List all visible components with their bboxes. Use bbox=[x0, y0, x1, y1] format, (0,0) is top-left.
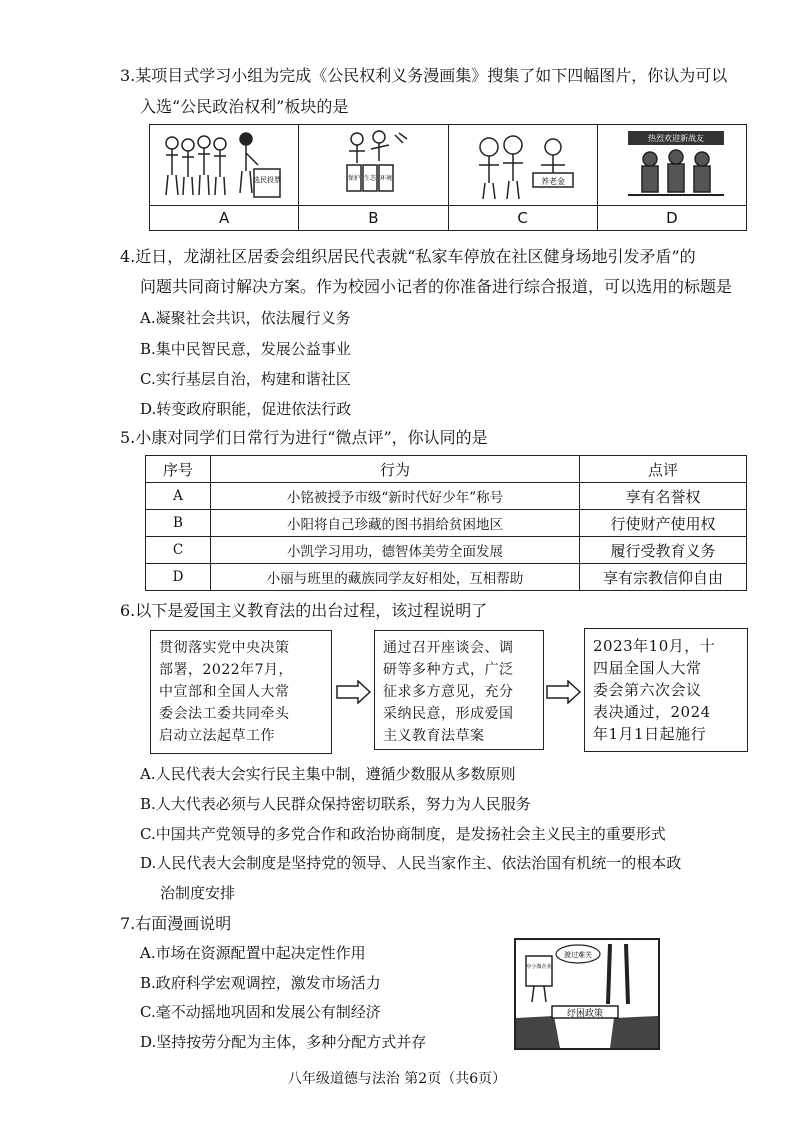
row-a-no: A bbox=[146, 483, 211, 510]
box3-line: 2023年10月，十 bbox=[593, 637, 716, 655]
table-row bbox=[146, 483, 747, 510]
box1-line: 中宣部和全国人大常 bbox=[159, 684, 290, 700]
q4-stem-line1: 4.近日，龙湖社区居委会组织居民代表就“私家车停放在社区健身场地引发矛盾”的 bbox=[120, 247, 696, 266]
q3-picture-d bbox=[597, 125, 746, 206]
q7-option-a: A.市场在资源配置中起决定性作用 bbox=[140, 944, 366, 962]
row-c-comment: 履行受教育义务 bbox=[580, 537, 747, 564]
q7-option-d: D.坚持按劳分配为主体，多种分配方式并存 bbox=[140, 1033, 427, 1051]
row-c-no: C bbox=[146, 537, 211, 564]
q3-picture-table bbox=[149, 124, 747, 231]
q7-option-b: B.政府科学宏观调控，激发市场活力 bbox=[140, 974, 381, 992]
table-row bbox=[146, 537, 747, 564]
q4-stem-line2: 问题共同商讨解决方案。作为校园小记者的你准备进行综合报道，可以选用的标题是 bbox=[140, 277, 733, 296]
q6-flow-box-1 bbox=[150, 630, 332, 754]
q3-picture-a bbox=[150, 125, 299, 206]
row-b-comment: 行使财产使用权 bbox=[580, 510, 747, 537]
row-c-behavior: 小凯学习用功，德智体美劳全面发展 bbox=[211, 537, 580, 564]
q3-picture-c bbox=[448, 125, 597, 206]
q6-option-c: C.中国共产党领导的多党合作和政治协商制度，是发扬社会主义民主的重要形式 bbox=[140, 825, 666, 843]
table-row bbox=[146, 510, 747, 537]
row-b-no: B bbox=[146, 510, 211, 537]
box3-line: 表决通过，2024 bbox=[593, 703, 711, 721]
box1-line: 启动立法起草工作 bbox=[159, 728, 275, 744]
box2-line: 采纳民意，形成爱国 bbox=[383, 706, 514, 722]
q6-flow-box-2 bbox=[374, 630, 544, 750]
row-d-no: D bbox=[146, 564, 211, 591]
sign-1: 保护 bbox=[348, 175, 361, 182]
box2-line: 主义教育法草案 bbox=[383, 728, 485, 744]
q4-option-c: C.实行基层自治，构建和谐社区 bbox=[140, 370, 351, 388]
q5-stem: 5.小康对同学们日常行为进行“微点评”，你认同的是 bbox=[120, 428, 488, 447]
q6-option-a: A.人民代表大会实行民主集中制，遵循少数服从多数原则 bbox=[140, 765, 516, 783]
box1-line: 委会法工委共同牵头 bbox=[159, 706, 290, 722]
sign-3: 环境 bbox=[380, 175, 393, 182]
q3-stem-line1: 3.某项目式学习小组为完成《公民权利义务漫画集》搜集了如下四幅图片，你认为可以 bbox=[120, 66, 728, 85]
row-a-comment: 享有名誉权 bbox=[580, 483, 747, 510]
q4-option-d: D.转变政府职能，促进依法行政 bbox=[140, 400, 352, 418]
box2-line: 通过召开座谈会、调 bbox=[383, 640, 514, 656]
row-b-behavior: 小阳将自己珍藏的图书捐给贫困地区 bbox=[211, 510, 580, 537]
page-footer: 八年级道德与法治 第2页（共6页） bbox=[287, 1071, 507, 1087]
q3-label-c: C bbox=[448, 206, 597, 231]
q5-header-comment: 点评 bbox=[580, 456, 747, 483]
bubble-text: 渡过难关 bbox=[564, 951, 592, 959]
q3-label-d: D bbox=[597, 206, 746, 231]
row-a-behavior: 小铭被授予市级“新时代好少年”称号 bbox=[211, 483, 580, 510]
q3-stem-line2: 入选“公民政治权利”板块的是 bbox=[140, 97, 349, 116]
q3-label-b: B bbox=[299, 206, 448, 231]
row-d-comment: 享有宗教信仰自由 bbox=[580, 564, 747, 591]
flow-arrow-icon bbox=[336, 680, 372, 704]
row-d-behavior: 小丽与班里的藏族同学友好相处，互相帮助 bbox=[211, 564, 580, 591]
q6-stem: 6.以下是爱国主义教育法的出台过程，该过程说明了 bbox=[120, 601, 488, 620]
ballot-box-text: 选民投票 bbox=[253, 176, 281, 184]
q7-stem: 7.右面漫画说明 bbox=[120, 914, 232, 933]
sign-2: 生态 bbox=[364, 175, 377, 182]
q5-table bbox=[145, 455, 747, 591]
box1-line: 部署，2022年7月， bbox=[159, 662, 294, 678]
pension-sign: 养老金 bbox=[540, 177, 565, 186]
box3-line: 委会第六次会议 bbox=[593, 681, 702, 699]
q5-header-no: 序号 bbox=[146, 456, 211, 483]
board-text: 纾困政策 bbox=[566, 1009, 604, 1019]
q6-option-b: B.人大代表必须与人民群众保持密切联系，努力为人民服务 bbox=[140, 795, 531, 813]
q4-option-a: A.凝聚社会共识，依法履行义务 bbox=[140, 309, 351, 327]
q6-flow-box-3 bbox=[584, 628, 748, 752]
box-text: 中小微企业 bbox=[526, 964, 552, 970]
welcome-banner: 热烈欢迎新战友 bbox=[647, 134, 704, 143]
q6-option-d-line1: D.人民代表大会制度是坚持党的领导、人民当家作主、依法治国有机统一的根本政 bbox=[140, 854, 682, 872]
q3-picture-b bbox=[299, 125, 448, 206]
q7-cartoon bbox=[514, 938, 660, 1050]
q5-header-behavior: 行为 bbox=[211, 456, 580, 483]
table-row bbox=[146, 564, 747, 591]
box3-line: 年1月1日起施行 bbox=[593, 725, 707, 743]
q7-option-c: C.毫不动摇地巩固和发展公有制经济 bbox=[140, 1003, 381, 1021]
box2-line: 征求多方意见，充分 bbox=[383, 684, 514, 700]
box3-line: 四届全国人大常 bbox=[593, 659, 702, 677]
box2-line: 研等多种方式，广泛 bbox=[383, 662, 514, 678]
flow-arrow-icon bbox=[546, 680, 582, 704]
q3-label-a: A bbox=[150, 206, 299, 231]
q6-option-d-line2: 治制度安排 bbox=[160, 884, 236, 902]
box1-line: 贯彻落实党中央决策 bbox=[159, 640, 290, 656]
q4-option-b: B.集中民智民意，发展公益事业 bbox=[140, 340, 351, 358]
